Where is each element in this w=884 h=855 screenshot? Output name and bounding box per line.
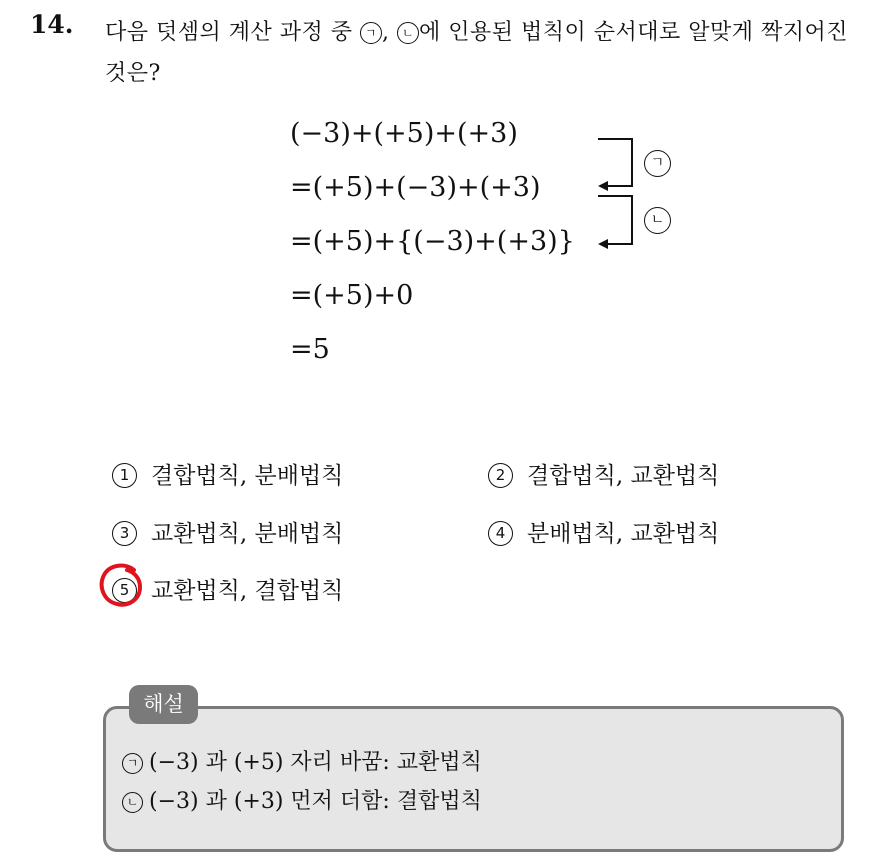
marker-b-icon: ㄴ	[397, 22, 419, 44]
explanation-line-1	[122, 745, 482, 776]
choice-2-number: 2	[488, 463, 513, 488]
answer-mark-icon	[98, 561, 146, 609]
step-marker-a-icon: ㄱ	[644, 150, 671, 177]
choice-2[interactable]	[488, 457, 719, 490]
question-number: 14.	[30, 10, 74, 39]
equation-line-1: (−3)+(+5)+(+3)	[290, 118, 518, 149]
step-marker-b-icon: ㄴ	[644, 207, 671, 234]
choice-5[interactable]	[112, 572, 343, 605]
choice-5-text: 교환법칙, 결합법칙	[151, 578, 344, 604]
equation-line-5: =5	[290, 334, 330, 365]
choice-3[interactable]	[112, 515, 343, 548]
arrow-a-icon	[598, 181, 608, 191]
explanation-marker-a-icon: ㄱ	[122, 753, 143, 774]
choice-3-number: 3	[112, 521, 137, 546]
explanation-tag: 해설	[129, 685, 198, 724]
equation-line-3: =(+5)+{(−3)+(+3)}	[290, 226, 575, 257]
choice-4[interactable]	[488, 515, 719, 548]
question-sep: ,	[382, 20, 397, 45]
arrow-b-icon	[598, 239, 608, 249]
choice-1-text: 결합법칙, 분배법칙	[151, 463, 344, 489]
explanation-line-2-text: (−3) 과 (+3) 먼저 더함: 결합법칙	[149, 789, 482, 814]
choice-4-text: 분배법칙, 교환법칙	[527, 521, 720, 547]
choice-5-number: 5	[112, 578, 137, 603]
equation-line-4: =(+5)+0	[290, 280, 414, 311]
explanation-line-2	[122, 784, 482, 815]
choice-3-text: 교환법칙, 분배법칙	[151, 521, 344, 547]
choice-4-number: 4	[488, 521, 513, 546]
bracket-a	[598, 139, 632, 186]
explanation-marker-b-icon: ㄴ	[122, 792, 143, 813]
question-text-part1: 다음 덧셈의 계산 과정 중	[105, 20, 360, 45]
explanation-box	[103, 706, 844, 852]
equation-line-2: =(+5)+(−3)+(+3)	[290, 172, 541, 203]
question-text-part2: 에 인용된 법칙이 순서대로 알맞게 짝지어진 것은?	[105, 20, 849, 86]
choice-1-number: 1	[112, 463, 137, 488]
choice-2-text: 결합법칙, 교환법칙	[527, 463, 720, 489]
marker-a-icon: ㄱ	[360, 22, 382, 44]
choice-1[interactable]	[112, 457, 343, 490]
bracket-b	[598, 196, 632, 244]
explanation-line-1-text: (−3) 과 (+5) 자리 바꿈: 교환법칙	[149, 750, 482, 775]
